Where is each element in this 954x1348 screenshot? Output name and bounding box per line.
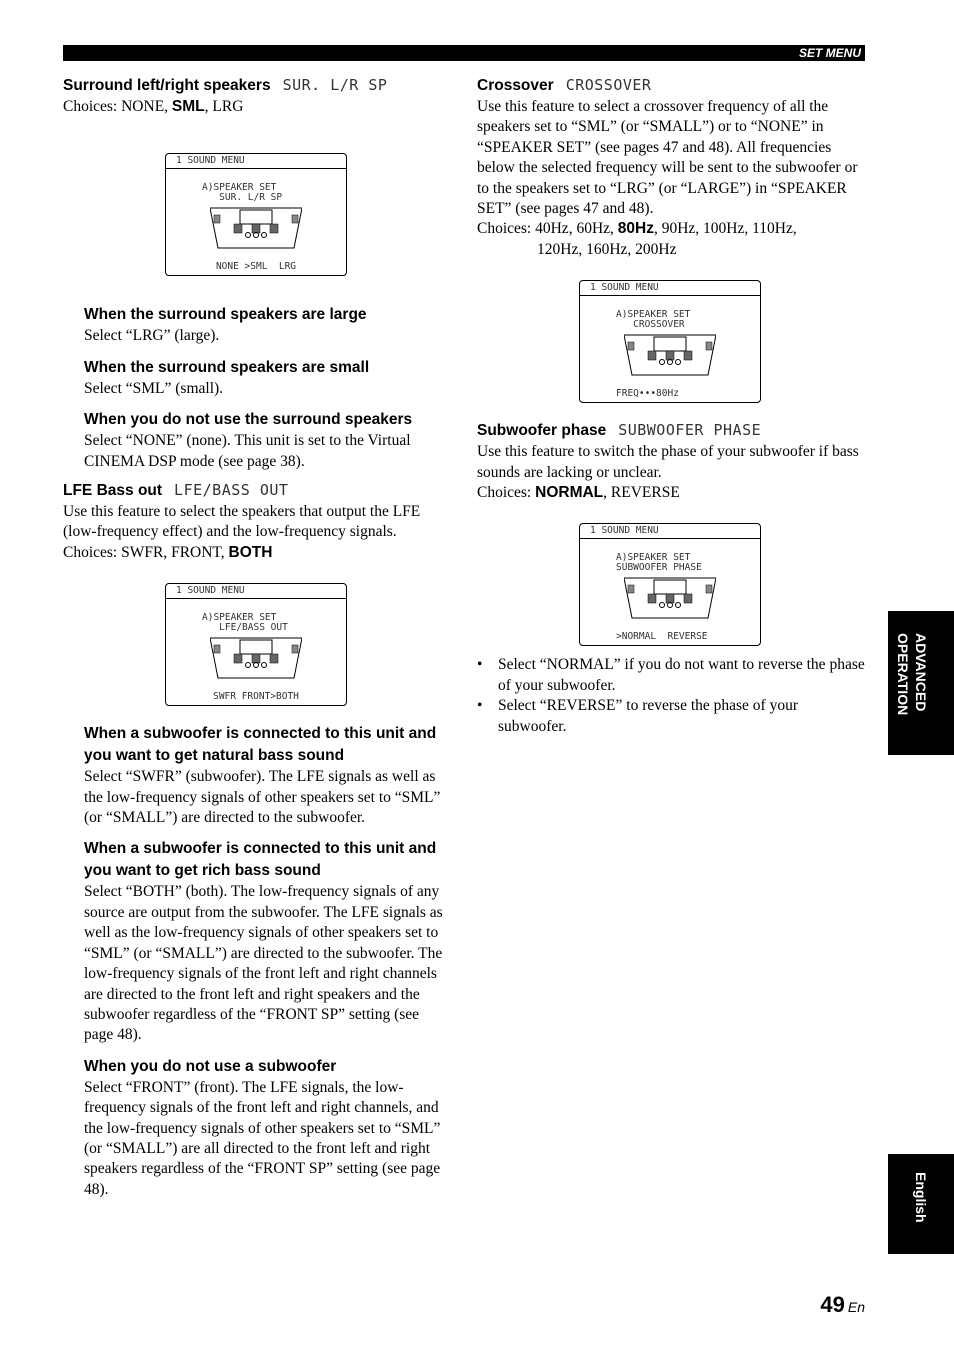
case-title: When a subwoofer is connected to this unit and you want to get natural bass sound xyxy=(84,725,437,765)
lfe-screen-illustration: 1 SOUND MENU A)SPEAKER SET LFE/BASS OUT SWFR FRONT>BOTH xyxy=(165,583,347,706)
crossover-lcd-name: CROSSOVER xyxy=(565,76,652,94)
lfe-heading: LFE Bass out LFE/BASS OUT xyxy=(63,481,289,500)
surround-heading: Surround left/right speakers SUR. L/R SP xyxy=(63,76,388,94)
phase-screen-illustration: 1 SOUND MENU A)SPEAKER SET SUBWOOFER PHASE >NORMAL REVERSE xyxy=(579,523,761,646)
side-tab-language: English xyxy=(888,1154,954,1254)
lfe-choices: Choices: SWFR, FRONT, BOTH xyxy=(63,543,273,561)
speaker-room-icon xyxy=(624,572,716,626)
crossover-screen-illustration: 1 SOUND MENU A)SPEAKER SET CROSSOVER FREQ•••80Hz xyxy=(579,280,761,403)
lfe-description: Use this feature to select the speakers that output the LFE (low-frequency effect) and the low-frequency signals. xyxy=(63,503,421,541)
right-column xyxy=(477,74,865,737)
surround-lcd-name: SUR. L/R SP xyxy=(282,76,388,94)
case-text: Select “LRG” (large). xyxy=(84,327,220,345)
phase-choices: Choices: NORMAL, REVERSE xyxy=(477,484,680,502)
list-item: • Select “REVERSE” to reverse the phase of your subwoofer. xyxy=(477,696,865,737)
case-text: Select “FRONT” (front). The LFE signals, the low-frequency signals of the front left and right channels, and the low-frequency signals of other speakers set to “SML” (or “SMALL”) are all directed to the front left and right speakers regardless of the “FRONT SP” setting (see page 48). xyxy=(84,1078,441,1198)
phase-bullet-list xyxy=(477,655,865,737)
speaker-room-icon xyxy=(210,632,302,686)
section-header-bar xyxy=(63,45,865,61)
section-title: SET MENU xyxy=(798,46,861,60)
case-text: Select “SWFR” (subwoofer). The LFE signals as well as the low-frequency signals of other speakers set to “SML” (or “SMALL”) are directed to the subwoofer. xyxy=(84,768,441,827)
speaker-room-icon xyxy=(210,202,302,256)
crossover-heading: Crossover CROSSOVER xyxy=(477,76,652,94)
case-text: Select “SML” (small). xyxy=(84,379,224,397)
phase-heading: Subwoofer phase SUBWOOFER PHASE xyxy=(477,421,762,440)
surround-choices: Choices: NONE, SML, LRG xyxy=(63,98,244,115)
case-title: When a subwoofer is connected to this unit and you want to get rich bass sound xyxy=(84,840,437,880)
case-title: When the surround speakers are large xyxy=(84,306,367,324)
left-column xyxy=(63,74,448,1200)
crossover-description: Use this feature to select a crossover frequency of all the speakers set to “SML” (or “SMALL”) or to “NONE” in “SPEAKER SET” (see pages 47 and 48). All frequencies below the selected frequency will be sent to the subwoofer or to the speakers set to “LRG” (or “LARGE”) in “SPEAKER SET” (see pages 47 and 48). xyxy=(477,98,858,218)
side-tab-advanced-operation: ADVANCED OPERATION xyxy=(888,611,954,755)
case-title: When you do not use the surround speakers xyxy=(84,411,413,429)
page-number: 49 En xyxy=(820,1292,865,1317)
phase-lcd-name: SUBWOOFER PHASE xyxy=(618,421,762,440)
surround-screen-illustration: 1 SOUND MENU A)SPEAKER SET SUR. L/R SP NONE >SML LRG xyxy=(165,153,347,276)
phase-description: Use this feature to switch the phase of your subwoofer if bass sounds are lacking or unclear. xyxy=(477,443,859,481)
case-text: Select “NONE” (none). This unit is set to the Virtual CINEMA DSP mode (see page 38). xyxy=(84,432,411,470)
case-text: Select “BOTH” (both). The low-frequency signals of any source are output from the subwoofer. The LFE signals as well as the low-frequency signals of other speakers set to “SML” (or “SMALL”) are directed to the subwoofer. The low-frequency signals of the front left and right channels are directed to the front left and right speakers and the subwoofer regardless of the “FRONT SP” setting (see page 48). xyxy=(84,883,443,1044)
case-title: When you do not use a subwoofer xyxy=(84,1057,337,1075)
speaker-room-icon xyxy=(624,329,716,383)
list-item: • Select “NORMAL” if you do not want to reverse the phase of your subwoofer. xyxy=(477,655,865,696)
crossover-choices: Choices: 40Hz, 60Hz, 80Hz, 90Hz, 100Hz, 110Hz, 120Hz, 160Hz, 200Hz xyxy=(477,220,797,258)
lfe-lcd-name: LFE/BASS OUT xyxy=(174,481,289,500)
case-title: When the surround speakers are small xyxy=(84,358,370,376)
